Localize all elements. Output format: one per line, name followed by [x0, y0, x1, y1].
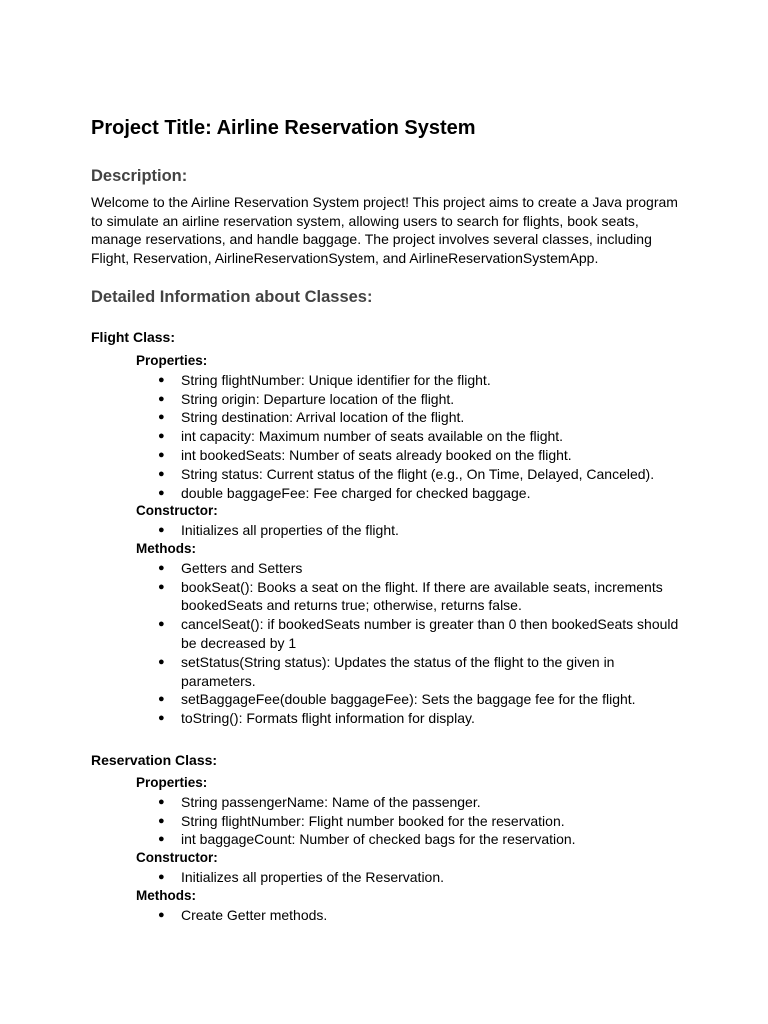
list-item: ● String status: Current status of the flight (e.g., On Time, Delayed, Canceled). — [136, 465, 691, 484]
flight-constructor-label: Constructor: — [136, 503, 218, 519]
reservation-methods-list — [136, 906, 691, 925]
list-item: ● String origin: Departure location of the flight. — [136, 390, 691, 409]
reservation-properties-label: Properties: — [136, 774, 208, 790]
reservation-methods-label: Methods: — [136, 887, 196, 903]
flight-properties-label: Properties: — [136, 353, 208, 368]
list-item: ● Getters and Setters — [136, 559, 691, 578]
list-item: ● Initializes all properties of the Reservation. — [136, 868, 691, 887]
list-item: ● String flightNumber: Unique identifier for the flight. — [136, 371, 691, 390]
document-page — [91, 116, 691, 924]
flight-constructor-list — [136, 521, 691, 540]
flight-class-heading: Flight Class: — [91, 329, 176, 345]
list-item: ● int baggageCount: Number of checked bags for the reservation. — [136, 830, 691, 849]
list-item: ● String destination: Arrival location of the flight. — [136, 408, 691, 427]
reservation-class-heading: Reservation Class: — [91, 751, 218, 768]
reservation-class-section — [136, 774, 691, 924]
list-item: ● setStatus(String status): Updates the status of the flight to the given in parameters. — [136, 653, 691, 691]
description-text: Welcome to the Airline Reservation System project! This project aims to create a Java program to simulate an airline reservation system, allowing users to search for flights, book seats, manage reservations, and handle baggage. The project involves several classes, including Flight, Reservation, AirlineReservationSystem, and AirlineReservationSystemApp. — [91, 194, 678, 266]
list-item: ● String passengerName: Name of the passenger. — [136, 793, 691, 812]
list-item: ● bookSeat(): Books a seat on the flight. If there are available seats, increments bookedSeats and returns true; otherwise, returns false. — [136, 578, 691, 616]
list-item: ● toString(): Formats flight information for display. — [136, 709, 691, 728]
classes-heading: Detailed Information about Classes: — [91, 288, 373, 306]
reservation-properties-list — [136, 793, 691, 849]
description-heading: Description: — [91, 167, 188, 185]
list-item: ● int capacity: Maximum number of seats available on the flight. — [136, 427, 691, 446]
list-item: ● int bookedSeats: Number of seats already booked on the flight. — [136, 446, 691, 465]
page-title: Project Title: Airline Reservation System — [91, 117, 476, 139]
flight-properties-list — [136, 371, 691, 503]
flight-methods-list — [136, 559, 691, 728]
list-item: ● Initializes all properties of the flight. — [136, 521, 691, 540]
reservation-constructor-label: Constructor: — [136, 850, 218, 866]
flight-class-section — [136, 352, 691, 728]
list-item: ● cancelSeat(): if bookedSeats number is greater than 0 then bookedSeats should be decreased by 1 — [136, 615, 691, 653]
flight-methods-label: Methods: — [136, 540, 196, 556]
list-item: ● setBaggageFee(double baggageFee): Sets the baggage fee for the flight. — [136, 690, 691, 709]
list-item: ● double baggageFee: Fee charged for checked baggage. — [136, 484, 691, 503]
reservation-constructor-list — [136, 868, 691, 887]
list-item: ● String flightNumber: Flight number booked for the reservation. — [136, 812, 691, 831]
list-item: ● Create Getter methods. — [136, 906, 691, 925]
